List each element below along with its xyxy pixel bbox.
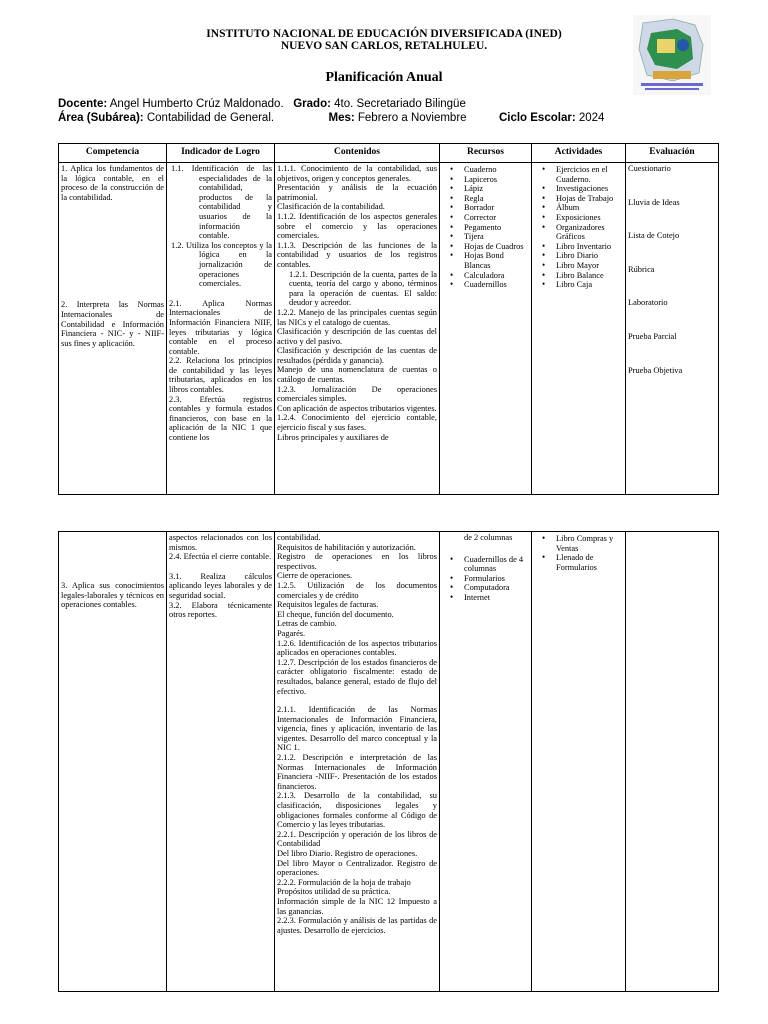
contenido-item: Con aplicación de aspectos tributarios vigentes. <box>277 403 437 413</box>
area-month-line <box>58 112 604 125</box>
contenido-item: 2.1.3. Desarrollo de la contabilidad, su clasificación, disposiciones legales y obligaciones formales conforme al Código de Comercio y las leyes tributarias. <box>277 791 437 830</box>
actividad-item: • Álbum <box>556 203 623 213</box>
table-row <box>59 532 719 992</box>
institution-name: INSTITUTO NACIONAL DE EDUCACIÓN DIVERSIFICADA (INED) <box>206 28 562 40</box>
actividades-cell <box>532 163 626 495</box>
actividad-item: • Libro Compras y Ventas <box>556 534 623 553</box>
actividades-cell <box>532 532 626 992</box>
competencia-item: 3. Aplica sus conocimientos legales-laborales y técnicos en operaciones contables. <box>61 581 164 610</box>
col-header-contenidos: Contenidos <box>275 144 440 163</box>
contenido-item: Propósitos utilidad de su práctica. <box>277 887 391 897</box>
recurso-item: • Calculadora <box>464 271 529 281</box>
indicador-item: 2.3. Efectúa registros contables y formula estados financieros, con base en la aplicación de la NIC 1 que contiene los <box>169 394 272 443</box>
competencia-item: 1. Aplica los fundamentos de la lógica contable, en el proceso de la construcción de la contabilidad. <box>61 164 164 202</box>
actividad-item: • Libro Inventario <box>556 242 623 252</box>
recurso-item: • Cuadernillos <box>464 280 529 290</box>
planning-table-page1 <box>58 143 719 495</box>
recurso-item: • Tijera <box>464 232 529 242</box>
evaluacion-item: Lista de Cotejo <box>628 231 680 241</box>
recurso-item: • Internet <box>464 593 529 603</box>
contenido-item: 1.1.2. Identificación de los aspectos generales sobre el comercio y las operaciones comerciales. <box>277 211 437 241</box>
actividades-list <box>534 533 623 572</box>
contenido-item: Presentación y análisis de la ecuación patrimonial. <box>277 183 437 202</box>
col-header-indicador: Indicador de Logro <box>167 144 275 163</box>
recurso-item: • Corrector <box>464 213 529 223</box>
recurso-item: • Lápiz <box>464 184 529 194</box>
contenido-item: 2.2.2. Formulación de la hoja de trabajo <box>277 877 411 887</box>
indicador-item: 3.2. Elabora técnicamente otros reportes. <box>169 600 272 620</box>
indicador-item: 1.1. Identificación de las especialidades de la contabilidad, productos de la contabilidad y usuarios de la información contable. <box>171 164 272 241</box>
competencia-cell <box>59 532 167 992</box>
actividad-item: • Llenado de Formularios <box>556 553 623 572</box>
area-value: Contabilidad de General. <box>146 112 275 124</box>
actividad-item: • Libro Caja <box>556 280 623 290</box>
recurso-item: • Cuaderno <box>464 165 529 175</box>
table-header-row <box>59 144 719 163</box>
evaluacion-item: Laboratorio <box>628 298 668 308</box>
contenido-item: Del libro Mayor o Centralizador. Registro de operaciones. <box>277 858 437 878</box>
page-title: Planificación Anual <box>325 70 443 85</box>
contenido-item: Libros principales y auxiliares de <box>277 432 389 442</box>
contenido-item: Clasificación y descripción de las cuentas de resultados (pérdida y ganancia). <box>277 346 437 365</box>
contenido-item: contabilidad. <box>277 533 321 542</box>
actividad-item: • Hojas de Trabajo <box>556 194 623 204</box>
docente-value: Angel Humberto Crúz Maldonado. <box>109 98 284 110</box>
recurso-item: • Hojas de Cuadros <box>464 242 529 252</box>
actividad-item: • Libro Mayor <box>556 261 623 271</box>
contenido-item: Clasificación y descripción de las cuentas del activo y del pasivo. <box>277 327 437 346</box>
ciclo-value: 2024 <box>578 112 605 124</box>
contenido-item: 1.2.2. Manejo de las principales cuentas según las NICs y el catalogo de cuentas. <box>277 307 437 327</box>
contenido-item: 1.2.1. Descripción de la cuenta, partes de la cuenta, teoría del cargo y abono, términos para la operación de cuentas. El saldo: deudor y acreedor. <box>289 269 437 308</box>
contenido-item: 1.2.6. Identificación de los aspectos tributarios aplicados en operaciones contables. <box>277 638 437 658</box>
evaluacion-item: Prueba Objetiva <box>628 365 683 375</box>
indicador-item: 2.4. Efectúa el cierre contable. <box>169 552 272 562</box>
recurso-item: • Computadora <box>464 583 529 593</box>
contenido-item: Manejo de una nomenclatura de cuentas o catálogo de cuentas. <box>277 365 437 385</box>
contenidos-cell <box>275 163 440 495</box>
contenido-item: 2.2.1. Descripción y operación de los libros de Contabilidad <box>277 829 437 849</box>
contenido-item: Clasificación de la contabilidad. <box>277 202 385 212</box>
teacher-grade-line <box>58 98 466 111</box>
actividades-list <box>534 164 623 290</box>
col-header-evaluacion: Evaluación <box>626 144 719 163</box>
contenido-item: 1.2.7. Descripción de los estados financieros de carácter obligatorio fiscalmente: estado de resultados, balance general, estado de flujo del efectivo. <box>277 657 437 696</box>
contenido-item: Pagarés. <box>277 628 306 638</box>
evaluacion-cell <box>626 532 719 992</box>
indicador-item: 2.1. Aplica Normas Internacionales de Información Financiera NIIF, leyes tributarias y lógica contable en el proceso contable. <box>169 298 272 356</box>
contenido-item: Letras de cambio. <box>277 619 337 629</box>
col-header-recursos: Recursos <box>440 144 532 163</box>
recurso-item: • Borrador <box>464 203 529 213</box>
recursos-cell <box>440 532 532 992</box>
competencia-cell <box>59 163 167 495</box>
recursos-list <box>442 555 529 603</box>
evaluacion-cell <box>626 163 719 495</box>
contenidos-cell <box>275 532 440 992</box>
col-header-actividades: Actividades <box>532 144 626 163</box>
ciclo-label: Ciclo Escolar: <box>498 112 576 124</box>
recurso-item: • Pegamento <box>464 223 529 233</box>
grado-value: 4to. Secretariado Bilingüe <box>334 98 466 110</box>
indicador-item: 2.2. Relaciona los principios de contabilidad y las leyes tributarias, aplicados en los libros contables. <box>169 356 272 395</box>
contenido-item: 1.1.3. Descripción de las funciones de la contabilidad y usuarios de los registros contables. <box>277 240 437 269</box>
contenido-item: 1.1.1. Conocimiento de la contabilidad, sus objetivos, origen y conceptos generales. <box>277 164 437 183</box>
contenido-item: Del libro Diario. Registro de operaciones. <box>277 849 418 858</box>
contenido-item: 1.2.4. Conocimiento del ejercicio contable, ejercicio fiscal y sus fases. <box>277 413 437 433</box>
institution-location: NUEVO SAN CARLOS, RETALHULEU. <box>280 40 488 52</box>
recurso-item: • Hojas Bond Blancas <box>464 251 529 270</box>
indicador-cell <box>167 532 275 992</box>
contenido-item: 2.1.1. Identificación de las Normas Internacionales de Información Financiera, vigencia, fines y aplicación, inventario de las vigentes. Desarrollo del marco conceptual y la NIC 1. <box>277 705 437 753</box>
evaluacion-item: Cuestionario <box>628 164 671 173</box>
recurso-item: • Lapiceros <box>464 175 529 185</box>
actividad-item: • Organizadores Gráficos <box>556 223 623 242</box>
actividad-item: • Investigaciones <box>556 184 623 194</box>
actividad-item: • Libro Balance <box>556 271 623 281</box>
recurso-item: • Regla <box>464 194 529 204</box>
contenido-item: Cierre de operaciones. <box>277 571 353 581</box>
mes-label: Mes: <box>328 112 355 124</box>
indicador-item: 3.1. Realiza cálculos aplicando leyes laborales y de seguridad social. <box>169 571 272 600</box>
actividad-item: • Libro Diario <box>556 251 623 261</box>
contenido-item: 2.2.3. Formulación y análisis de las partidas de ajustes. Desarrollo de ejercicios. <box>277 916 437 935</box>
evaluacion-item: Rúbrica <box>628 264 655 274</box>
recurso-continuation: de 2 columnas <box>464 533 513 542</box>
indicador-cell <box>167 163 275 495</box>
actividad-item: • Exposiciones <box>556 213 623 223</box>
contenido-item: Requisitos de habilitación y autorización. <box>277 542 416 552</box>
contenido-item: Información simple de la NIC 12 Impuesto a las ganancias. <box>277 896 437 916</box>
contenido-item: 1.2.5. Utilización de los documentos comerciales y de crédito <box>277 580 437 600</box>
contenido-item: El cheque, función del documento. <box>277 609 394 619</box>
recursos-cell <box>440 163 532 495</box>
mes-value: Febrero a Noviembre <box>357 112 467 124</box>
contenido-item: 1.2.3. Jornalización De operaciones comerciales simples. <box>277 384 437 404</box>
indicador-item: aspectos relacionados con los mismos. <box>169 533 272 552</box>
evaluacion-item: Prueba Parcial <box>628 331 677 341</box>
recurso-item: • Cuadernillos de 4 columnas <box>464 555 529 574</box>
docente-label: Docente: <box>58 98 108 110</box>
contenido-item: Requisitos legales de facturas. <box>277 600 379 610</box>
evaluacion-item: Lluvia de Ideas <box>628 197 680 207</box>
col-header-competencia: Competencia <box>59 144 167 163</box>
school-logo <box>633 15 711 95</box>
actividad-item: • Ejercicios en el Cuaderno. <box>556 165 623 184</box>
table-row <box>59 163 719 495</box>
planning-table-page2 <box>58 531 719 992</box>
recursos-list <box>442 164 529 290</box>
area-label: Área (Subárea): <box>58 112 144 124</box>
recurso-item: • Formularios <box>464 574 529 584</box>
competencia-item: 2. Interpreta las Normas Internacionales de Contabilidad e Información Financiera - NIC- y - NIIF- sus fines y aplicación. <box>61 300 164 348</box>
grado-label: Grado: <box>293 98 331 110</box>
contenido-item: Registro de operaciones en los libros respectivos. <box>277 552 437 571</box>
contenido-item: 2.1.2. Descripción e interpretación de las Normas Internacionales de Información Financiera -NIIF-. Presentación de los estados financieros. <box>277 753 437 791</box>
indicador-item: 1.2. Utiliza los conceptos y la lógica en la jornalización de operaciones comerciales. <box>171 240 272 289</box>
